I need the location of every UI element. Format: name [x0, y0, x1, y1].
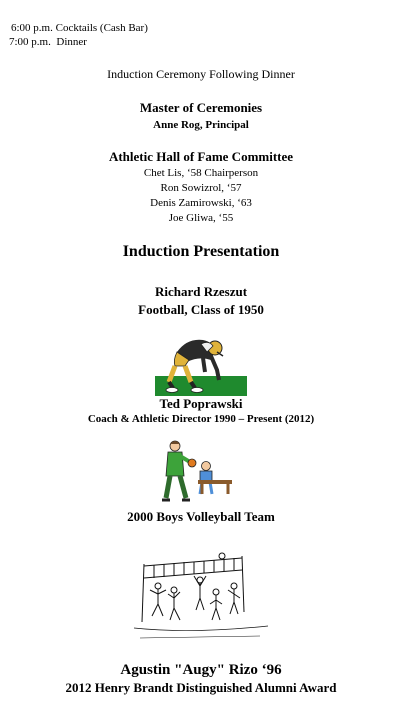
- inductee-name: Richard Rzeszut: [154, 284, 248, 299]
- schedule-time: 7:00 p.m.: [9, 36, 51, 48]
- committee-heading: Athletic Hall of Fame Committee: [108, 149, 294, 164]
- football-player-icon: [155, 330, 247, 396]
- mc-name: Anne Rog, Principal: [153, 119, 249, 131]
- inductee-name: Agustin "Augy" Rizo ‘96: [120, 662, 282, 678]
- induction-note: Induction Ceremony Following Dinner: [107, 67, 295, 81]
- basketball-coach-icon: [160, 436, 236, 504]
- schedule-line-cocktails: [11, 22, 148, 35]
- inductee-detail: 2012 Henry Brandt Distinguished Alumni Award: [65, 680, 337, 695]
- presentation-heading: Induction Presentation: [122, 243, 280, 260]
- inductee-detail: 2000 Boys Volleyball Team: [127, 509, 275, 524]
- schedule-event: Dinner: [56, 36, 87, 48]
- committee-member: Joe Gliwa, ‘55: [168, 212, 234, 224]
- volleyball-team-icon: [130, 550, 272, 644]
- schedule-time: 6:00 p.m.: [11, 22, 53, 34]
- schedule-line-dinner: [9, 36, 87, 49]
- inductee-name: Ted Poprawski: [159, 396, 243, 411]
- inductee-detail: Coach & Athletic Director 1990 – Present (2012): [87, 413, 315, 425]
- committee-member: Chet Lis, ‘58 Chairperson: [143, 167, 259, 179]
- committee-member: Denis Zamirowski, ‘63: [150, 197, 252, 209]
- schedule-event: Cocktails (Cash Bar): [55, 22, 148, 34]
- mc-heading: Master of Ceremonies: [139, 100, 263, 115]
- inductee-detail: Football, Class of 1950: [138, 302, 264, 317]
- committee-member: Ron Sowizrol, ‘57: [160, 182, 242, 194]
